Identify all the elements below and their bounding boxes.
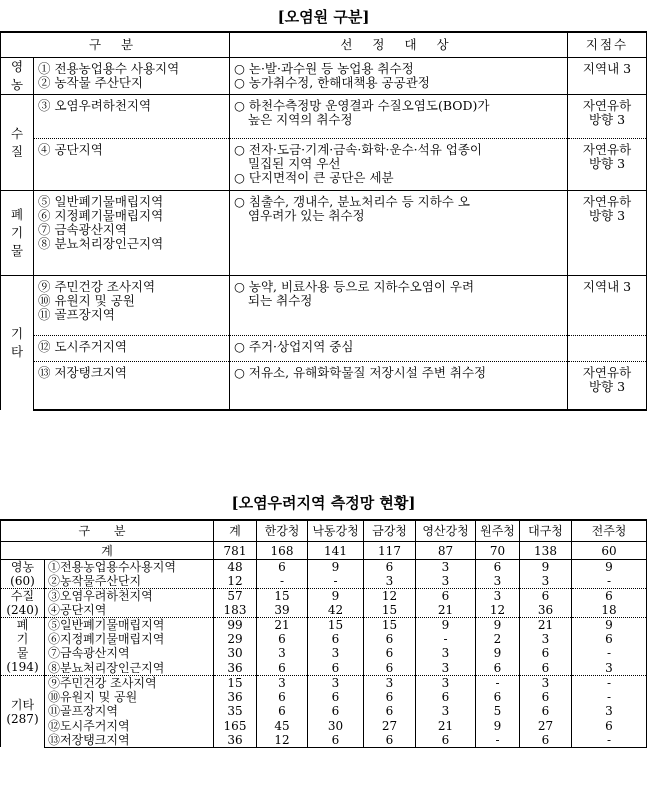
cell-value: 6	[308, 661, 364, 676]
points-line: 방향 3	[588, 112, 626, 127]
pollution-source-table	[0, 31, 647, 411]
header-target: 선 정 대 상	[230, 32, 568, 58]
cell-value: 9	[572, 560, 647, 575]
subcategory-item: ⑫ 도시주거지역	[38, 339, 127, 354]
header-office: 계	[214, 520, 257, 542]
cell-value: 6	[572, 632, 647, 646]
cell-value: 3	[308, 646, 364, 660]
table-row	[1, 560, 647, 575]
subcategory-item: ⑤ 일반폐기물매립지역	[38, 194, 164, 209]
total-value: 60	[572, 542, 647, 560]
cell-value: 15	[364, 603, 416, 618]
target-line: 높은 지역의 취수정	[248, 112, 353, 127]
cell-value: 15	[364, 618, 416, 633]
cell-value: 6	[364, 661, 416, 676]
table2-title: [오염우려지역 측정망 현황]	[231, 494, 416, 512]
cell-value: -	[476, 733, 520, 748]
table-row	[1, 661, 647, 676]
cell-value: 36	[214, 733, 257, 748]
target-cell	[230, 336, 568, 362]
table-row	[1, 589, 647, 604]
total-value: 138	[520, 542, 572, 560]
cell-value: 6	[257, 632, 308, 646]
target-line: ○ 논·발·과수원 등 농업용 취수정	[234, 61, 414, 76]
cell-value: 9	[476, 719, 520, 733]
cell-value: -	[308, 574, 364, 589]
table-row	[1, 646, 647, 660]
cell-value: 3	[416, 675, 476, 690]
subcategory-cell	[34, 139, 230, 191]
table-row	[1, 603, 647, 618]
category-char: 농	[10, 77, 24, 92]
cell-value: -	[257, 574, 308, 589]
total-value: 70	[476, 542, 520, 560]
header-office: 대구청	[520, 520, 572, 542]
table-row	[1, 618, 647, 633]
target-line: ○ 단지면적이 큰 공단은 세분	[234, 170, 394, 185]
row-name: ⑫도시주거지역	[45, 719, 214, 733]
cell-value: 27	[520, 719, 572, 733]
row-name: ③오염우려하천지역	[45, 589, 214, 604]
subcategory-cell	[34, 362, 230, 410]
table-row	[1, 574, 647, 589]
cell-value: 9	[476, 646, 520, 660]
cell-value: 6	[520, 704, 572, 718]
points-cell	[568, 336, 647, 362]
category-char: 기	[10, 325, 24, 341]
total-value: 87	[416, 542, 476, 560]
cell-value: -	[572, 675, 647, 690]
points-cell	[568, 95, 647, 139]
cell-value: 3	[416, 560, 476, 575]
cell-value: 3	[416, 646, 476, 660]
cell-value: 3	[364, 574, 416, 589]
cell-value: 6	[308, 690, 364, 704]
cell-value: -	[572, 646, 647, 660]
table1-row	[1, 139, 647, 191]
table-row	[1, 690, 647, 704]
cell-value: 5	[476, 704, 520, 718]
total-value: 141	[308, 542, 364, 560]
cell-value: 6	[308, 733, 364, 748]
category-label	[1, 95, 34, 191]
category-char: 폐	[10, 207, 24, 222]
group-label-line: 기	[16, 632, 29, 647]
cell-value: 15	[257, 589, 308, 604]
target-line: ○ 침출수, 갱내수, 분뇨처리수 등 지하수 오	[234, 194, 470, 209]
cell-value: 3	[572, 704, 647, 718]
target-cell	[230, 276, 568, 336]
cell-value: 48	[214, 560, 257, 575]
table-row	[1, 733, 647, 748]
category-label	[1, 191, 34, 276]
cell-value: 3	[308, 675, 364, 690]
cell-value: 35	[214, 704, 257, 718]
cell-value: 6	[257, 704, 308, 718]
group-label	[1, 618, 45, 676]
cell-value: 6	[520, 690, 572, 704]
cell-value: 6	[364, 560, 416, 575]
cell-value: 6	[476, 661, 520, 676]
target-line: 염우려가 있는 취수정	[248, 208, 365, 223]
group-label-line: 폐	[16, 618, 29, 633]
table-row	[1, 719, 647, 733]
subcategory-cell	[34, 191, 230, 276]
row-name: ⑤일반폐기물매립지역	[45, 618, 214, 633]
cell-value: 3	[476, 589, 520, 604]
group-label-line: 기타	[10, 697, 35, 712]
points-line: 방향 3	[588, 156, 626, 171]
row-name: ⑪골프장지역	[45, 704, 214, 718]
table1-row	[1, 276, 647, 336]
category-char: 영	[10, 59, 24, 74]
total-row	[1, 542, 647, 560]
cell-value: -	[416, 632, 476, 646]
group-label-line: (60)	[10, 574, 35, 588]
points-line: 자연유하	[582, 194, 632, 209]
cell-value: 12	[214, 574, 257, 589]
header-office: 한강청	[257, 520, 308, 542]
target-cell	[230, 58, 568, 95]
subcategory-item: ③ 오염우려하천지역	[38, 98, 152, 113]
cell-value: 9	[308, 589, 364, 604]
target-line: ○ 농약, 비료사용 등으로 지하수오염이 우려	[234, 279, 475, 294]
target-line: 밀집된 지역 우선	[248, 156, 341, 171]
cell-value: 18	[572, 603, 647, 618]
row-name: ⑨주민건강 조사지역	[45, 675, 214, 690]
cell-value: 6	[476, 690, 520, 704]
header-category: 구 분	[1, 520, 214, 542]
cell-value: 9	[520, 560, 572, 575]
points-cell	[568, 276, 647, 336]
cell-value: 3	[257, 646, 308, 660]
cell-value: 6	[520, 661, 572, 676]
cell-value: 6	[520, 733, 572, 748]
row-name: ⑦금속광산지역	[45, 646, 214, 660]
cell-value: 12	[476, 603, 520, 618]
group-label-line: 영농	[10, 560, 35, 574]
cell-value: 30	[308, 719, 364, 733]
points-cell	[568, 191, 647, 276]
points-line: 자연유하	[582, 98, 632, 113]
cell-value: 57	[214, 589, 257, 604]
subcategory-item: ⑨ 주민건강 조사지역	[38, 279, 156, 294]
subcategory-item: ⑬ 저장탱크지역	[38, 365, 127, 380]
group-label	[1, 560, 45, 589]
subcategory-item: ⑩ 유원지 및 공원	[38, 293, 135, 308]
cell-value: 6	[364, 733, 416, 748]
target-line: ○ 농가취수정, 한해대책용 공공관정	[234, 75, 430, 90]
table-row	[1, 632, 647, 646]
table1-row	[1, 58, 647, 95]
target-cell	[230, 95, 568, 139]
header-category: 구 분	[1, 32, 230, 58]
row-name: ①전용농업용수사용지역	[45, 560, 214, 575]
subcategory-cell	[34, 58, 230, 95]
subcategory-item: ② 농작물 주산단지	[38, 75, 143, 90]
table2-header-row	[1, 520, 647, 542]
subcategory-item: ⑦ 금속광산지역	[38, 222, 127, 237]
category-label	[1, 58, 34, 95]
target-line: 되는 취수정	[248, 293, 313, 308]
cell-value: 6	[364, 632, 416, 646]
cell-value: 6	[257, 690, 308, 704]
category-char: 물	[10, 243, 24, 258]
category-char: 수	[10, 125, 24, 141]
points-line: 자연유하	[582, 365, 632, 380]
cell-value: 42	[308, 603, 364, 618]
cell-value: 6	[520, 646, 572, 660]
cell-value: 2	[476, 632, 520, 646]
category-label	[1, 276, 34, 410]
cell-value: 36	[520, 603, 572, 618]
cell-value: 21	[257, 618, 308, 633]
table1-row	[1, 336, 647, 362]
cell-value: 3	[257, 675, 308, 690]
cell-value: 183	[214, 603, 257, 618]
table1-row	[1, 191, 647, 276]
cell-value: 3	[416, 661, 476, 676]
group-label	[1, 675, 45, 747]
cell-value: 6	[308, 632, 364, 646]
cell-value: 6	[308, 704, 364, 718]
subcategory-item: ⑪ 골프장지역	[38, 307, 115, 322]
cell-value: 6	[572, 589, 647, 604]
cell-value: -	[572, 574, 647, 589]
points-line: 방향 3	[588, 208, 626, 223]
category-char: 기	[10, 225, 24, 240]
cell-value: 21	[520, 618, 572, 633]
cell-value: 3	[520, 675, 572, 690]
cell-value: 6	[416, 733, 476, 748]
cell-value: 3	[572, 661, 647, 676]
category-char: 질	[10, 143, 24, 159]
cell-value: -	[572, 690, 647, 704]
cell-value: 36	[214, 661, 257, 676]
group-label-line: 수질	[10, 589, 35, 603]
cell-value: 6	[364, 646, 416, 660]
cell-value: 45	[257, 719, 308, 733]
cell-value: 3	[476, 574, 520, 589]
row-name: ⑧분뇨처리장인근지역	[45, 661, 214, 676]
cell-value: 12	[364, 589, 416, 604]
points-line: 자연유하	[582, 142, 632, 157]
target-line: ○ 하천수측정망 운영결과 수질오염도(BOD)가	[234, 98, 490, 113]
cell-value: 15	[308, 618, 364, 633]
cell-value: 6	[364, 690, 416, 704]
subcategory-item: ④ 공단지역	[38, 142, 103, 157]
cell-value: 6	[572, 719, 647, 733]
group-label-line: (287)	[6, 711, 39, 726]
category-char: 타	[10, 343, 24, 359]
cell-value: 3	[520, 574, 572, 589]
table-row	[1, 704, 647, 718]
cell-value: 3	[364, 675, 416, 690]
cell-value: 27	[364, 719, 416, 733]
table-row	[1, 675, 647, 690]
cell-value: 3	[416, 574, 476, 589]
points-line: 방향 3	[588, 379, 626, 394]
header-office: 원주청	[476, 520, 520, 542]
cell-value: 30	[214, 646, 257, 660]
header-office: 전주청	[572, 520, 647, 542]
cell-value: 29	[214, 632, 257, 646]
points-line: 지역내 3	[582, 61, 632, 76]
cell-value: 6	[476, 560, 520, 575]
row-name: ⑥지정폐기물매립지역	[45, 632, 214, 646]
group-label-line: 물	[16, 646, 29, 661]
row-name: ⑬저장탱크지역	[45, 733, 214, 748]
target-line: ○ 저유소, 유해화학물질 저장시설 주변 취수정	[234, 365, 487, 380]
points-cell	[568, 139, 647, 191]
header-office: 낙동강청	[308, 520, 364, 542]
subcategory-item: ⑧ 분뇨처리장인근지역	[38, 236, 164, 251]
cell-value: 6	[416, 589, 476, 604]
cell-value: 6	[257, 661, 308, 676]
total-value: 781	[214, 542, 257, 560]
cell-value: 15	[214, 675, 257, 690]
cell-value: 3	[416, 704, 476, 718]
subcategory-item: ① 전용농업용수 사용지역	[38, 61, 180, 76]
cell-value: 6	[520, 589, 572, 604]
monitoring-network-table	[0, 519, 647, 748]
table1-row	[1, 95, 647, 139]
table1-row	[1, 362, 647, 410]
total-label: 계	[1, 542, 214, 560]
cell-value: 9	[572, 618, 647, 633]
group-label-line: (240)	[6, 603, 39, 617]
target-line: ○ 전자·도금·기계·금속·화학·운수·석유 업종이	[234, 142, 482, 157]
header-office: 영산강청	[416, 520, 476, 542]
header-office: 금강청	[364, 520, 416, 542]
cell-value: 39	[257, 603, 308, 618]
cell-value: 9	[416, 618, 476, 633]
total-value: 117	[364, 542, 416, 560]
cell-value: 9	[308, 560, 364, 575]
subcategory-cell	[34, 336, 230, 362]
total-value: 168	[257, 542, 308, 560]
cell-value: 12	[257, 733, 308, 748]
points-line: 지역내 3	[582, 279, 632, 294]
cell-value: 6	[257, 560, 308, 575]
target-cell	[230, 362, 568, 410]
cell-value: 3	[520, 632, 572, 646]
table1-header-row	[1, 32, 647, 58]
cell-value: 9	[476, 618, 520, 633]
cell-value: 21	[416, 719, 476, 733]
row-name: ⑩유원지 및 공원	[45, 690, 214, 704]
cell-value: 21	[416, 603, 476, 618]
subcategory-cell	[34, 276, 230, 336]
cell-value: 6	[364, 704, 416, 718]
cell-value: -	[572, 733, 647, 748]
header-points: 지점수	[568, 32, 647, 58]
target-cell	[230, 139, 568, 191]
cell-value: 99	[214, 618, 257, 633]
points-cell	[568, 58, 647, 95]
cell-value: 6	[416, 690, 476, 704]
table1-title: [오염원 구분]	[277, 8, 370, 26]
row-name: ②농작물주산단지	[45, 574, 214, 589]
cell-value: -	[476, 675, 520, 690]
target-cell	[230, 191, 568, 276]
points-cell	[568, 362, 647, 410]
group-label-line: (194)	[6, 660, 39, 675]
subcategory-item: ⑥ 지정폐기물매립지역	[38, 208, 164, 223]
group-label	[1, 589, 45, 618]
cell-value: 36	[214, 690, 257, 704]
target-line: ○ 주거·상업지역 중심	[234, 339, 354, 354]
subcategory-cell	[34, 95, 230, 139]
cell-value: 165	[214, 719, 257, 733]
row-name: ④공단지역	[45, 603, 214, 618]
